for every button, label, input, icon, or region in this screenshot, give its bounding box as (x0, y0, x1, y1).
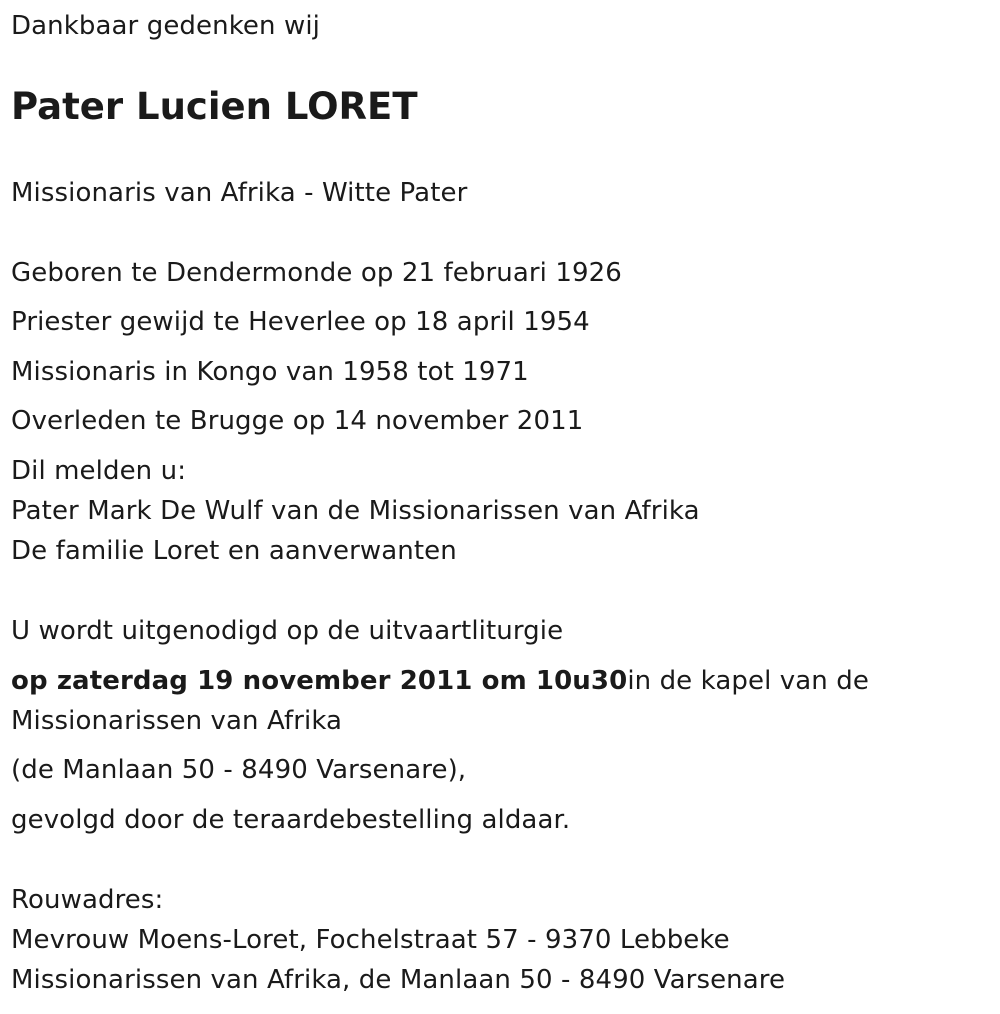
mourning-address: Missionarissen van Afrika, de Manlaan 50 - 8490 Varsenare (11, 965, 786, 995)
funeral-datetime: op zaterdag 19 november 2011 om 10u30 (11, 666, 628, 696)
born-line: Geboren te Dendermonde op 21 februari 1926 (11, 258, 622, 288)
ordained-line: Priester gewijd te Heverlee op 18 april 1954 (11, 307, 590, 337)
announcer-line: De familie Loret en aanverwanten (11, 536, 457, 566)
funeral-place-continued: Missionarissen van Afrika (11, 706, 343, 736)
announcer-line: Pater Mark De Wulf van de Missionarissen van Afrika (11, 496, 700, 526)
subtitle: Missionaris van Afrika - Witte Pater (11, 178, 468, 208)
funeral-datetime-line (11, 666, 869, 696)
deceased-name: Pater Lucien LORET (11, 85, 418, 128)
funeral-address: (de Manlaan 50 - 8490 Varsenare), (11, 755, 467, 785)
mission-line: Missionaris in Kongo van 1958 tot 1971 (11, 357, 529, 387)
died-line: Overleden te Brugge op 14 november 2011 (11, 406, 584, 436)
announcers-heading: Dil melden u: (11, 456, 187, 486)
funeral-place: in de kapel van de (627, 666, 869, 696)
funeral-invite: U wordt uitgenodigd op de uitvaartliturgie (11, 616, 564, 646)
intro-text: Dankbaar gedenken wij (11, 11, 320, 41)
funeral-followup: gevolgd door de teraardebestelling aldaar. (11, 805, 571, 835)
mourning-address: Mevrouw Moens-Loret, Fochelstraat 57 - 9370 Lebbeke (11, 925, 730, 955)
mourning-heading: Rouwadres: (11, 885, 164, 915)
